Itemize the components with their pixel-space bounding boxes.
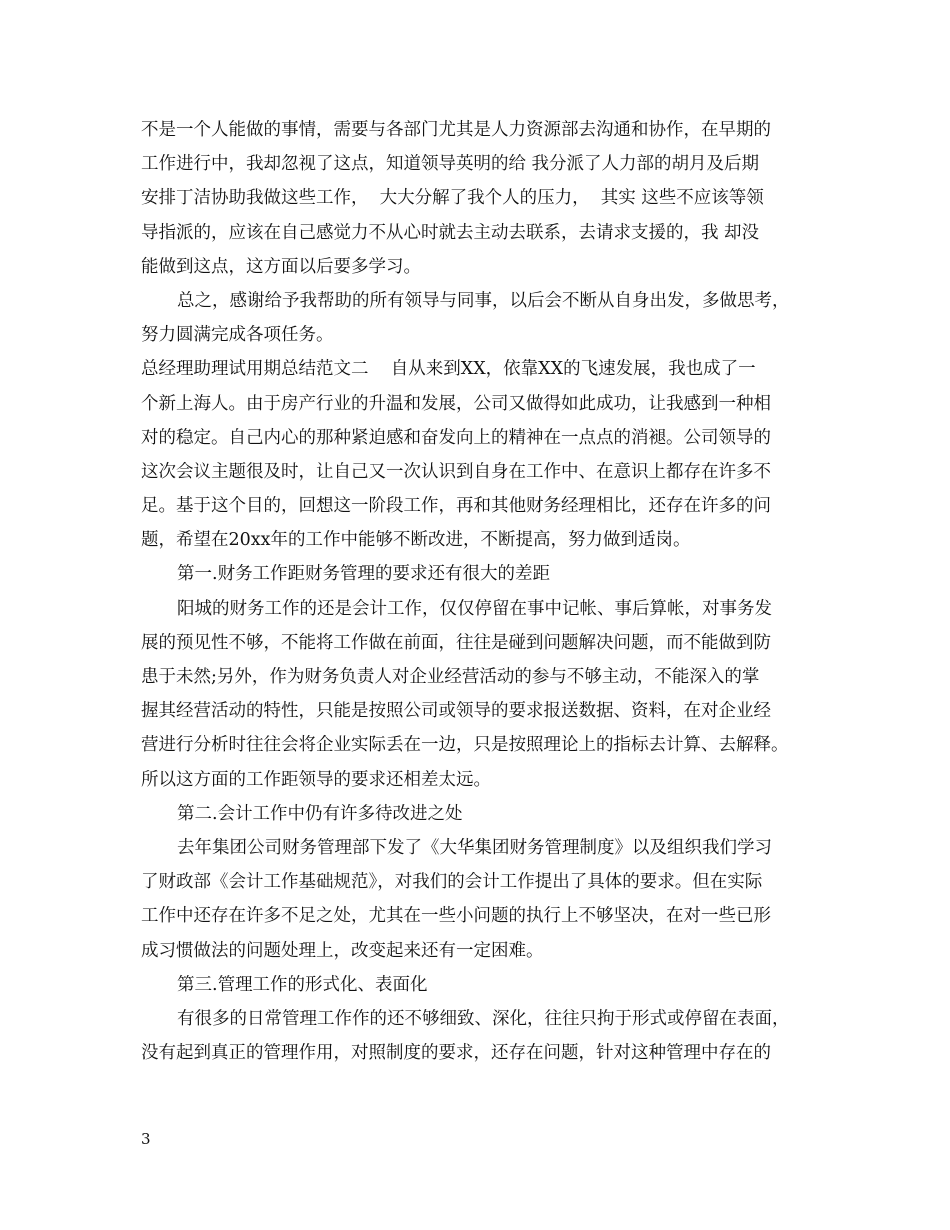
text-line: 足。基于这个目的，回想这一阶段工作，再和其他财务经理相比，还存在许多的问 — [141, 496, 771, 517]
text-line: 对的稳定。自己内心的那种紧迫感和奋发向上的精神在一点点的消褪。公司领导的 — [141, 427, 771, 448]
text-line: 导指派的，应该在自己感觉力不从心时就去主动去联系，去请求支援的，我 却没 — [141, 222, 760, 243]
text-line: 患于未然;另外，作为财务负责人对企业经营活动的参与不够主动，不能深入的掌 — [141, 667, 760, 687]
text-line: 不是一个人能做的事情，需要与各部门尤其是人力资源部去沟通和协作，在早期的 — [141, 120, 771, 140]
text-line: 第一.财务工作距财务管理的要求还有很大的差距 — [177, 564, 551, 585]
text-line: 工作中还存在许多不足之处，尤其在一些小问题的执行上不够坚决，在对一些已形 — [141, 906, 771, 927]
page-number: 3 — [141, 1130, 151, 1148]
text-line: 第二.会计工作中仍有许多待改进之处 — [177, 803, 463, 824]
document-body — [141, 113, 825, 1070]
text-line: 安排丁洁协助我做这些工作， 大大分解了我个人的压力， 其实 这些不应该等领 — [141, 188, 764, 209]
text-line: 工作进行中，我却忽视了这点，知道领导英明的给 我分派了人力部的胡月及后期 — [141, 154, 760, 175]
text-line: 这次会议主题很及时，让自己又一次认识到自身在工作中、在意识上都存在许多不 — [141, 461, 771, 482]
text-line: 能做到这点，这方面以后要多学习。 — [141, 256, 421, 277]
text-line: 所以这方面的工作距领导的要求还相差太远。 — [141, 769, 491, 790]
text-line: 个新上海人。由于房产行业的升温和发展，公司又做得如此成功，让我感到一种相 — [141, 393, 771, 414]
text-line: 去年集团公司财务管理部下发了《大华集团财务管理制度》以及组织我们学习 — [177, 837, 772, 858]
text-line: 阳城的财务工作的还是会计工作，仅仅停留在事中记帐、事后算帐，对事务发 — [177, 598, 772, 619]
text-line: 题，希望在20xx年的工作中能够不断改进，不断提高，努力做到适岗。 — [141, 530, 691, 551]
text-line: 握其经营活动的特性，只能是按照公司或领导的要求报送数据、资料，在对企业经 — [141, 701, 771, 722]
text-line: 第三.管理工作的形式化、表面化 — [177, 974, 428, 995]
text-line: 成习惯做法的问题处理上，改变起来还有一定困难。 — [141, 940, 544, 961]
text-line: 努力圆满完成各项任务。 — [141, 325, 334, 346]
text-line: 了财政部《会计工作基础规范》，对我们的会计工作提出了具体的要求。但在实际 — [141, 872, 763, 893]
text-line: 有很多的日常管理工作作的还不够细致、深化，往往只拘于形式或停留在表面， — [177, 1008, 790, 1029]
text-line: 总之，感谢给予我帮助的所有领导与同事，以后会不断从自身出发，多做思考， — [177, 290, 790, 311]
text-line: 总经理助理试用期总结范文二 自从来到XX，依靠XX的飞速发展，我也成了一 — [141, 359, 756, 380]
text-line: 营进行分析时往往会将企业实际丢在一边，只是按照理论上的指标去计算、去解释。 — [141, 735, 789, 756]
text-line: 没有起到真正的管理作用，对照制度的要求，还存在问题，针对这种管理中存在的 — [141, 1043, 771, 1064]
text-line: 展的预见性不够，不能将工作做在前面，往往是碰到问题解决问题，而不能做到防 — [141, 632, 771, 653]
